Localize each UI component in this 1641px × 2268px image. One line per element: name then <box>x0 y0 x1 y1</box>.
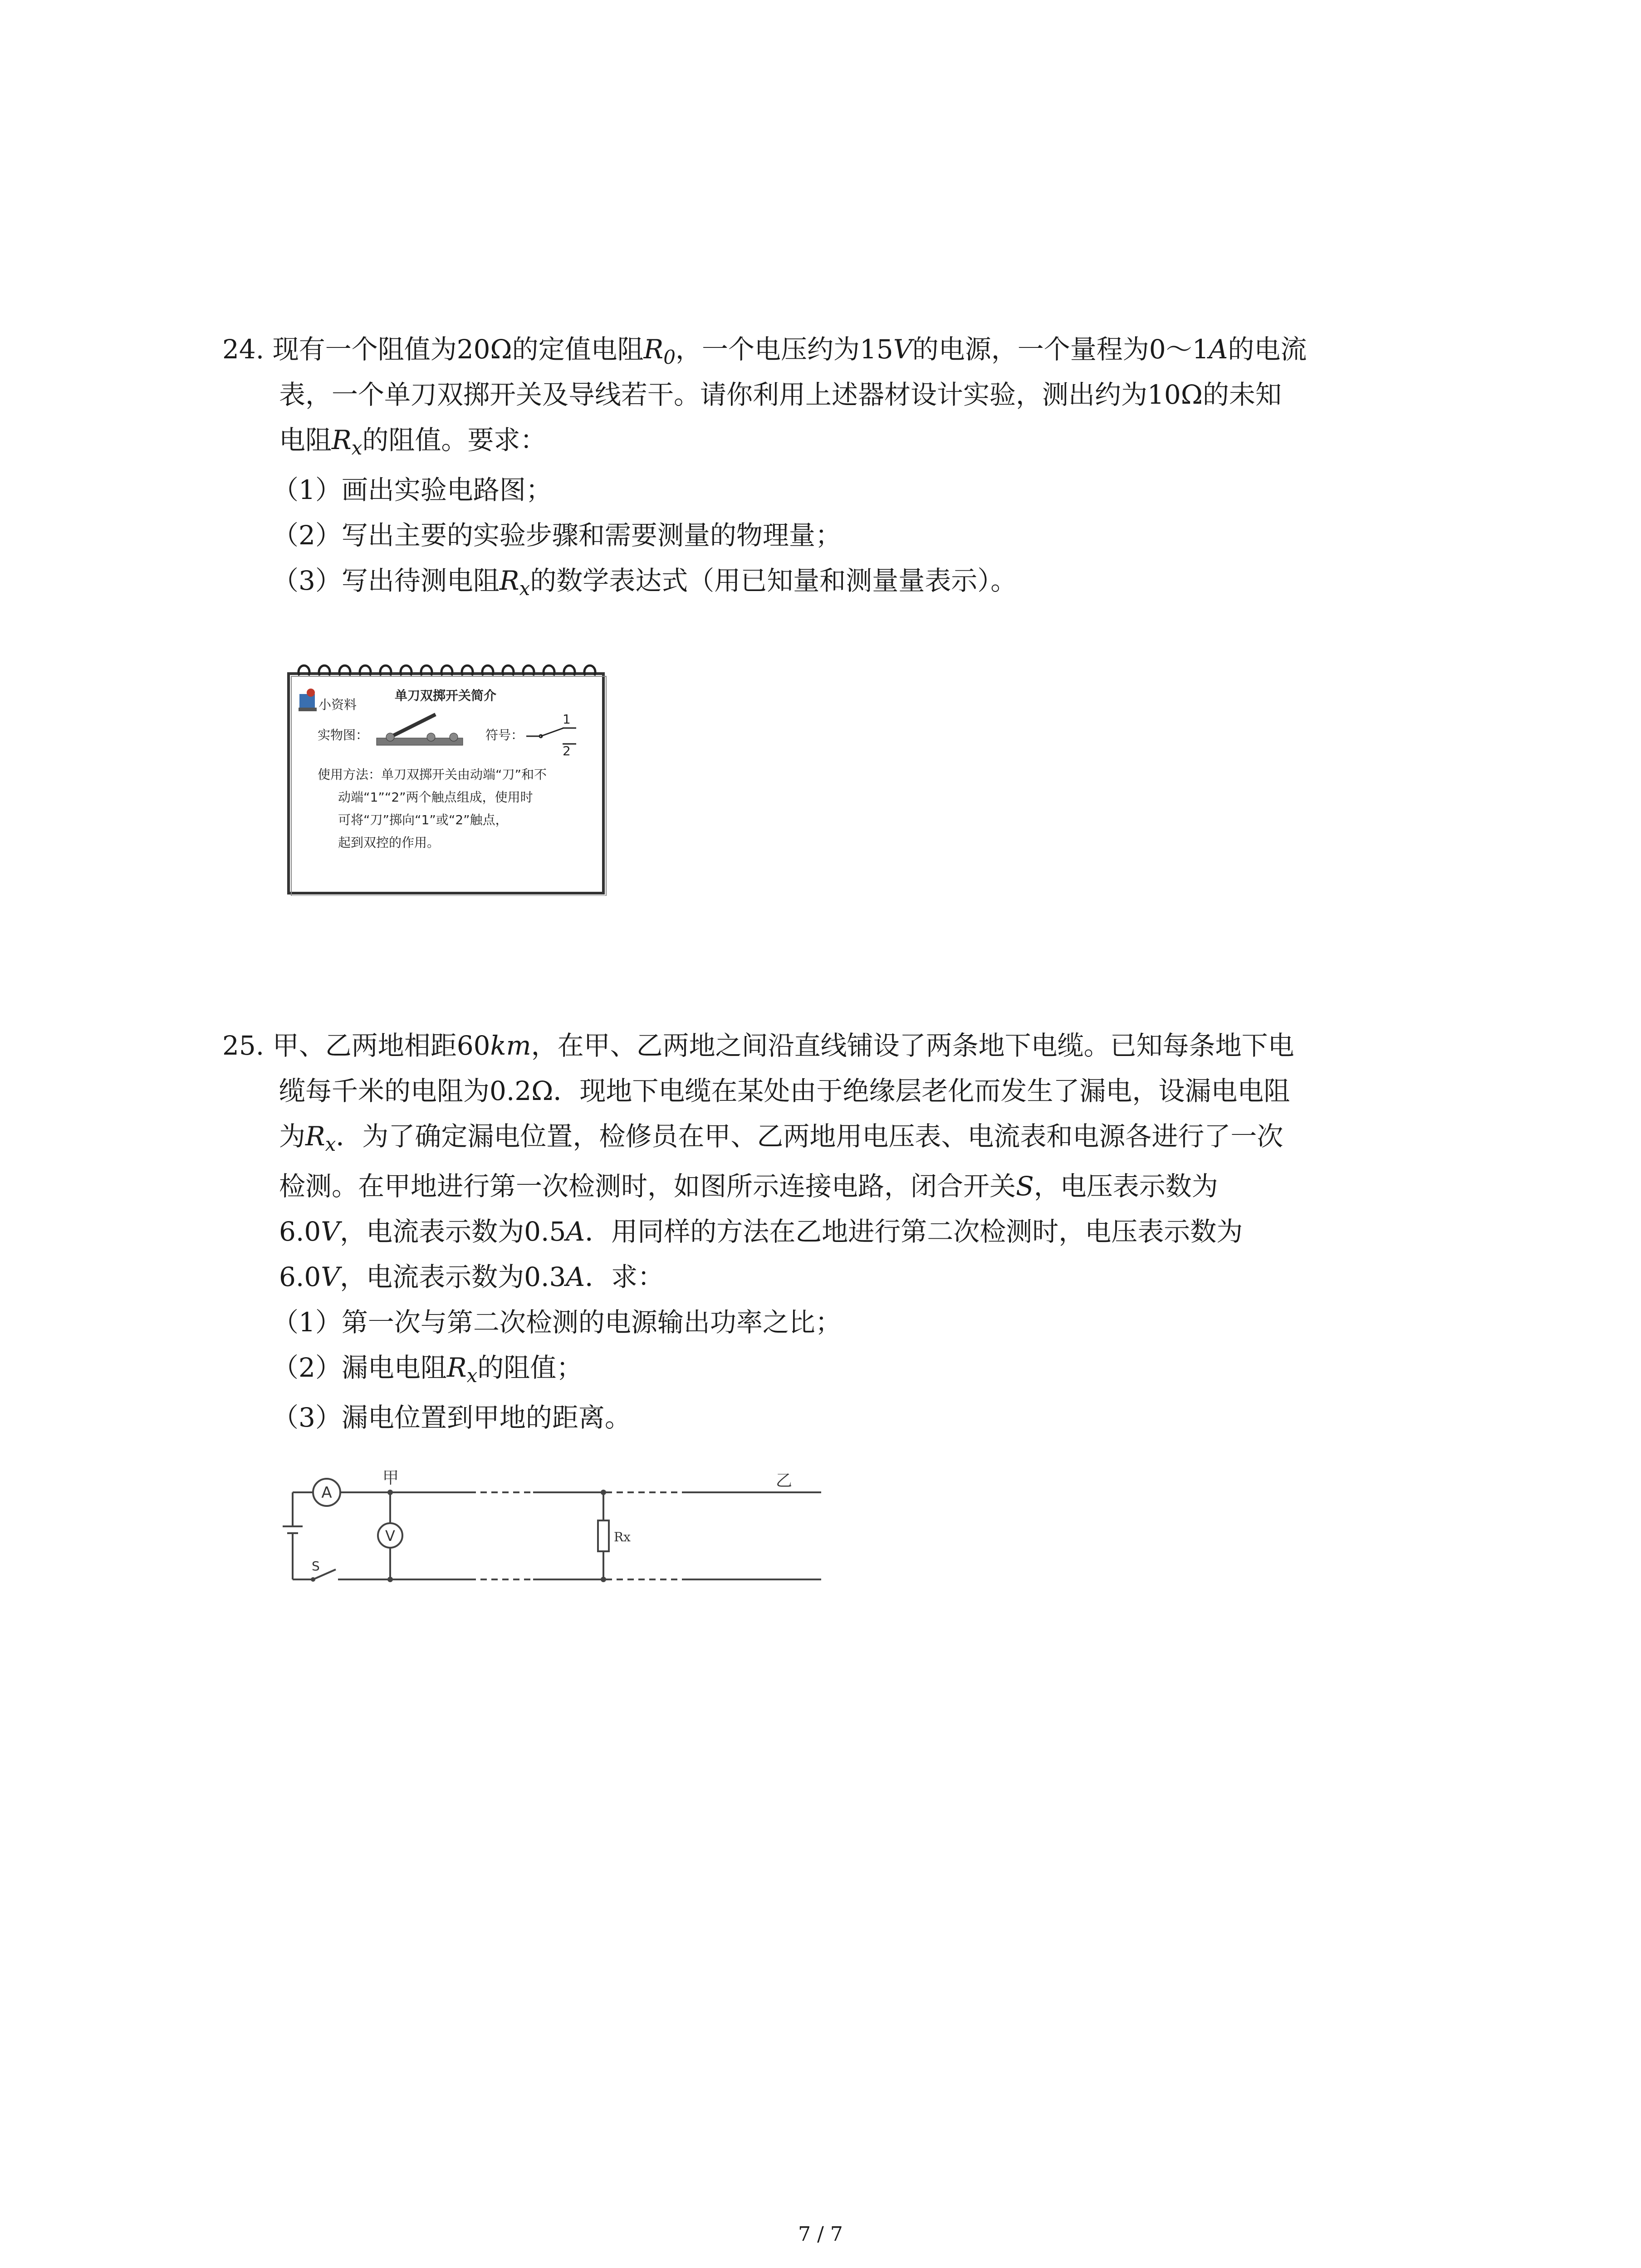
note-title: 单刀双掷开关简介 <box>395 688 497 703</box>
usage-line-2: 动端“1”“2”两个触点组成，使用时 <box>338 790 533 805</box>
junction-dot <box>387 1490 393 1495</box>
q25-line-1: 25. 甲、乙两地相距60km，在甲、乙两地之间沿直线铺设了两条地下电缆。已知每条地下电 <box>222 1030 1294 1061</box>
q25-line-3: 为$R_x$．为了确定漏电位置，检修员在甲、乙两地用电压表、电流表和电源各进行了一次 <box>279 1121 1283 1155</box>
usage-line-4: 起到双控的作用。 <box>338 835 440 850</box>
usage-line-3: 可将“刀”掷向“1”或“2”触点， <box>338 812 508 827</box>
q24-line-2: 表，一个单刀双掷开关及导线若干。请你利用上述器材设计实验，测出约为10Ω的未知 <box>279 379 1282 410</box>
q25-item-2: （2）漏电电阻$R_x$的阻值； <box>272 1352 583 1387</box>
rx-resistor <box>598 1520 609 1551</box>
symbol-label: 符号： <box>485 728 524 743</box>
junction-dot <box>387 1577 393 1582</box>
location-jia-label: 甲 <box>382 1470 399 1487</box>
switch-pivot <box>311 1577 315 1582</box>
voltmeter-label: V <box>385 1527 395 1545</box>
q25-line-6: 6.0V，电流表示数为0.3A．求： <box>279 1261 664 1292</box>
q25-line-2: 缆每千米的电阻为0.2Ω．现地下电缆在某处由于绝缘层老化而发生了漏电，设漏电电阻 <box>279 1075 1290 1106</box>
junction-dot <box>601 1577 606 1582</box>
physical-label: 实物图： <box>318 728 369 743</box>
q25-item-1: （1）第一次与第二次检测的电源输出功率之比； <box>272 1307 842 1338</box>
rx-label: Rx <box>614 1530 631 1545</box>
q25-line-5: 6.0V，电流表示数为0.5A．用同样的方法在乙地进行第二次检测时，电压表示数为 <box>279 1216 1243 1247</box>
q24-item-2: （2）写出主要的实验步骤和需要测量的物理量； <box>272 520 842 551</box>
leak-detection-circuit <box>279 1470 823 1597</box>
q25-line-4: 检测。在甲地进行第一次检测时，如图所示连接电路，闭合开关S，电压表示数为 <box>279 1171 1218 1202</box>
q24-line-1: 24. 现有一个阻值为20Ω的定值电阻$R_0$，一个电压约为15V的电源，一个量程为0～1A的电流 <box>222 334 1307 368</box>
q24-item-3: （3）写出待测电阻$R_x$的数学表达式（用已知量和测量量表示）。 <box>272 565 1017 600</box>
junction-dot <box>601 1490 606 1495</box>
question-number: 24. <box>222 334 265 365</box>
question-number: 25. <box>222 1030 265 1061</box>
q24-line-3: 电阻$R_x$的阻值。要求： <box>279 425 547 459</box>
symbol-contact-2: 2 <box>563 743 571 758</box>
usage-line-1: 使用方法：单刀双掷开关由动端“刀”和不 <box>318 767 547 782</box>
note-tag: 小资料 <box>318 697 357 712</box>
page-number: 7 / 7 <box>798 2223 843 2246</box>
ammeter-label: A <box>321 1484 332 1502</box>
q24-item-1: （1）画出实验电路图； <box>272 474 552 505</box>
location-yi-label: 乙 <box>776 1471 793 1490</box>
switch-label: S <box>312 1559 320 1574</box>
q25-item-3: （3）漏电位置到甲地的距离。 <box>272 1402 631 1433</box>
spdt-switch-note-card <box>286 660 608 896</box>
symbol-contact-1: 1 <box>563 712 571 727</box>
